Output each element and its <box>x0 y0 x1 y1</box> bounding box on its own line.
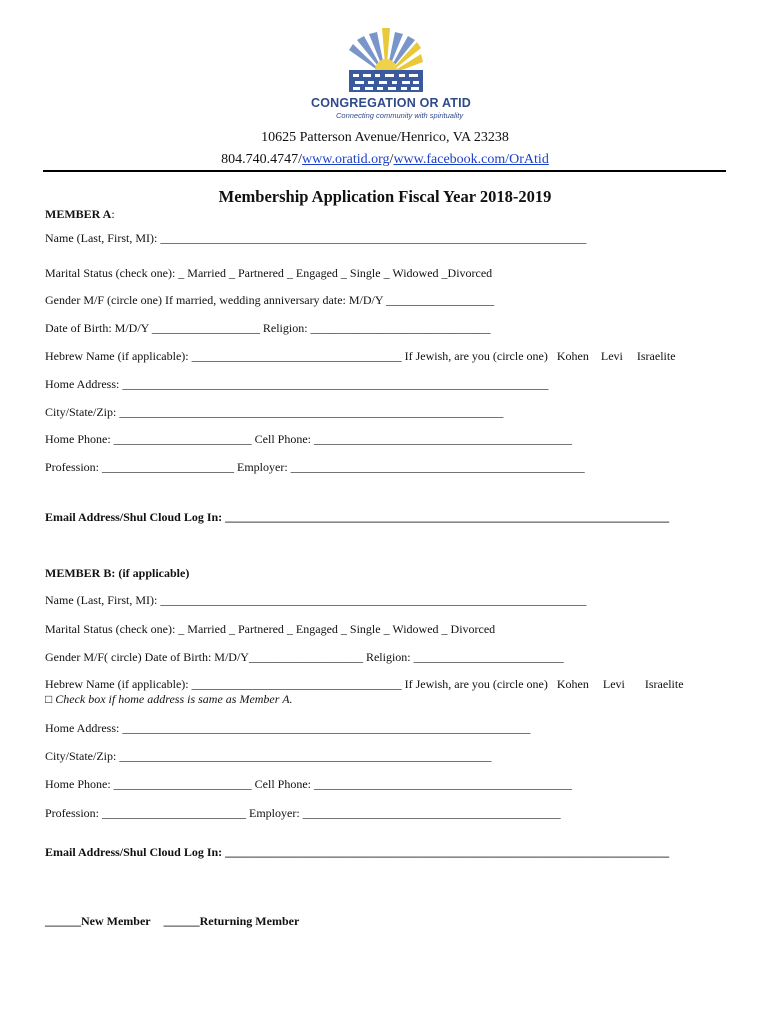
returning-member-option[interactable]: ______Returning Member <box>163 914 300 928</box>
member-a-heading <box>45 207 115 221</box>
member-b-option-israelite[interactable]: Israelite <box>644 677 684 691</box>
member-a-gender-field[interactable]: Gender M/F (circle one) If married, wedding anniversary date: M/D/Y __________________ <box>45 293 495 307</box>
org-name: CONGREGATION OR ATID <box>311 96 472 110</box>
member-b-same-address-checkbox[interactable]: □ Check box if home address is same as Member A. <box>45 692 293 706</box>
org-phone: 804.740.4747/ <box>221 152 303 167</box>
member-a-label: MEMBER A <box>45 207 112 221</box>
member-a-profession-field[interactable]: Profession: ______________________ Employer: _________________________________________________ <box>45 460 585 474</box>
member-a-dob-religion-field[interactable]: Date of Birth: M/D/Y __________________ Religion: ______________________________ <box>45 321 491 335</box>
org-tagline: Connecting community with spirituality <box>336 111 464 120</box>
member-b-option-levi[interactable]: Levi <box>602 677 625 691</box>
member-a-marital-field[interactable]: Marital Status (check one): _ Married _ Partnered _ Engaged _ Single _ Widowed _Divorced <box>45 266 493 280</box>
header-divider <box>43 170 726 172</box>
member-a-email-field[interactable]: Email Address/Shul Cloud Log In: __________________________________________________________________________ <box>45 510 670 524</box>
member-b-marital-field[interactable]: Marital Status (check one): _ Married _ Partnered _ Engaged _ Single _ Widowed _ Divorced <box>45 622 496 636</box>
member-a-colon: : <box>111 207 115 221</box>
member-a-option-levi[interactable]: Levi <box>600 349 623 363</box>
member-a-phone-field[interactable]: Home Phone: _______________________ Cell Phone: ___________________________________________ <box>45 432 572 446</box>
org-address: 10625 Patterson Avenue/Henrico, VA 23238 <box>261 130 509 145</box>
member-b-option-kohen[interactable]: Kohen <box>556 677 589 691</box>
facebook-link[interactable]: www.facebook.com/OrAtid <box>393 152 549 167</box>
member-b-heading: MEMBER B: (if applicable) <box>45 566 190 580</box>
new-member-option[interactable]: ______New Member <box>45 914 151 928</box>
member-b-profession-field[interactable]: Profession: ________________________ Employer: ___________________________________________ <box>45 806 561 820</box>
member-b-gender-dob-field[interactable]: Gender M/F( circle) Date of Birth: M/D/Y___________________ Religion: _________________________ <box>45 650 564 664</box>
member-b-name-field[interactable]: Name (Last, First, MI): _______________________________________________________________________ <box>45 593 587 607</box>
member-a-option-israelite[interactable]: Israelite <box>636 349 676 363</box>
website-link[interactable]: www.oratid.org <box>302 152 390 167</box>
member-a-name-field[interactable]: Name (Last, First, MI): _______________________________________________________________________ <box>45 231 587 245</box>
member-a-city-field[interactable]: City/State/Zip: ________________________________________________________________ <box>45 405 504 419</box>
form-title: Membership Application Fiscal Year 2018-2019 <box>218 187 552 206</box>
member-a-home-address-field[interactable]: Home Address: _______________________________________________________________________ <box>45 377 549 391</box>
member-a-hebrew-name-text: Hebrew Name (if applicable): ___________________________________ If Jewish, are you (circle one) <box>45 349 548 363</box>
member-b-phone-field[interactable]: Home Phone: _______________________ Cell Phone: ___________________________________________ <box>45 777 572 791</box>
member-b-hebrew-name-field[interactable] <box>45 677 684 691</box>
member-a-hebrew-name-field[interactable] <box>45 349 676 363</box>
member-b-hebrew-name-text: Hebrew Name (if applicable): ___________________________________ If Jewish, are you (circle one) <box>45 677 548 691</box>
member-type-row <box>45 914 299 928</box>
member-b-home-address-field[interactable]: Home Address: ____________________________________________________________________ <box>45 721 531 735</box>
member-a-option-kohen[interactable]: Kohen <box>556 349 589 363</box>
org-contact-line <box>0 152 770 168</box>
link-separator: / <box>389 152 394 167</box>
member-b-email-field[interactable]: Email Address/Shul Cloud Log In: __________________________________________________________________________ <box>45 845 670 859</box>
member-b-city-field[interactable]: City/State/Zip: ______________________________________________________________ <box>45 749 492 763</box>
